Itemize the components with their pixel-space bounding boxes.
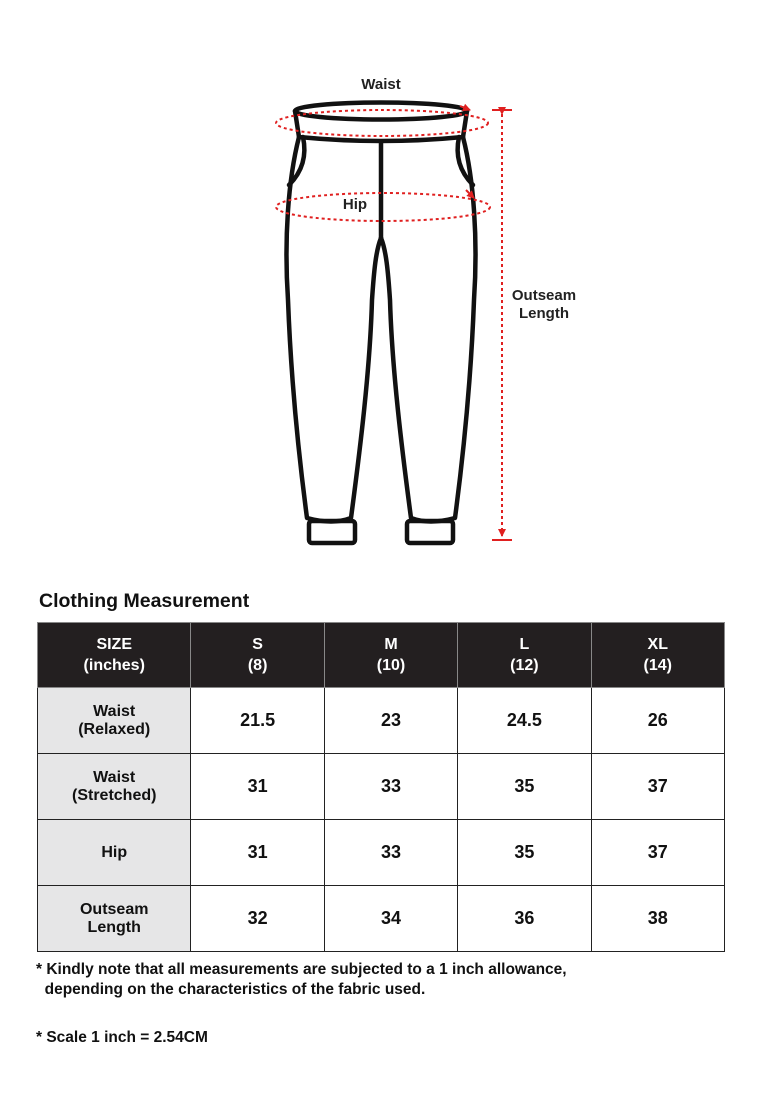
header-line1: S bbox=[252, 636, 263, 653]
outseam-label-line1: Outseam bbox=[511, 287, 577, 304]
row-label bbox=[38, 688, 191, 754]
row-label-line1: Waist bbox=[93, 702, 136, 720]
outseam-label-line2: Length bbox=[519, 305, 569, 322]
row-label-line1: Outseam bbox=[79, 900, 149, 918]
pants-left-leg bbox=[286, 137, 381, 522]
table-cell: 36 bbox=[458, 886, 591, 952]
table-header-row bbox=[38, 623, 725, 688]
row-label bbox=[38, 886, 191, 952]
allowance-note-line1: * Kindly note that all measurements are subjected to a 1 inch allowance, bbox=[36, 961, 567, 978]
measurement-guides bbox=[276, 106, 512, 540]
left-cuff bbox=[309, 521, 355, 543]
table-cell: 37 bbox=[591, 754, 724, 820]
row-label-line2: (Stretched) bbox=[71, 786, 157, 804]
hip-label: Hip bbox=[342, 196, 368, 213]
table-cell: 33 bbox=[324, 754, 457, 820]
table-cell: 32 bbox=[191, 886, 324, 952]
table-row-waist-relaxed bbox=[38, 688, 725, 754]
waist-label: Waist bbox=[361, 76, 401, 93]
row-label-line1: Waist bbox=[93, 768, 136, 786]
table-cell: 37 bbox=[591, 820, 724, 886]
header-line2: (inches) bbox=[83, 657, 145, 674]
table-cell: 35 bbox=[458, 820, 591, 886]
table-cell: 26 bbox=[591, 688, 724, 754]
table-row-hip bbox=[38, 820, 725, 886]
table-cell: 31 bbox=[191, 820, 324, 886]
header-size-m bbox=[324, 623, 457, 688]
table-cell: 34 bbox=[324, 886, 457, 952]
table-cell: 21.5 bbox=[191, 688, 324, 754]
header-line1: L bbox=[519, 636, 530, 653]
table-cell: 38 bbox=[591, 886, 724, 952]
table-cell: 35 bbox=[458, 754, 591, 820]
table-cell: 31 bbox=[191, 754, 324, 820]
table-row-waist-stretched bbox=[38, 754, 725, 820]
row-label-line2: (Relaxed) bbox=[78, 720, 151, 738]
row-label bbox=[38, 754, 191, 820]
size-chart-table bbox=[37, 622, 725, 952]
waistband-top bbox=[295, 103, 467, 120]
row-label-line1: Hip bbox=[101, 843, 128, 861]
header-line1: M bbox=[384, 636, 398, 653]
header-size-l bbox=[458, 623, 591, 688]
allowance-note-line2: depending on the characteristics of the fabric used. bbox=[36, 981, 426, 998]
header-line2: (10) bbox=[376, 657, 406, 674]
header-size-xl bbox=[591, 623, 724, 688]
header-size-inches bbox=[38, 623, 191, 688]
row-label bbox=[38, 820, 191, 886]
table-cell: 23 bbox=[324, 688, 457, 754]
header-line1: SIZE bbox=[96, 636, 132, 653]
header-line2: (14) bbox=[643, 657, 672, 674]
row-label-line2: Length bbox=[87, 918, 141, 936]
table-cell: 33 bbox=[324, 820, 457, 886]
table-cell: 24.5 bbox=[458, 688, 591, 754]
right-cuff bbox=[407, 521, 453, 543]
header-line1: XL bbox=[647, 636, 668, 653]
scale-note: * Scale 1 inch = 2.54CM bbox=[36, 1029, 208, 1046]
header-line2: (8) bbox=[247, 657, 268, 674]
table-row-outseam-length bbox=[38, 886, 725, 952]
allowance-note bbox=[36, 960, 567, 1000]
header-line2: (12) bbox=[510, 657, 539, 674]
header-size-s bbox=[191, 623, 324, 688]
table-title: Clothing Measurement bbox=[39, 590, 250, 612]
pants-outline bbox=[286, 103, 475, 544]
